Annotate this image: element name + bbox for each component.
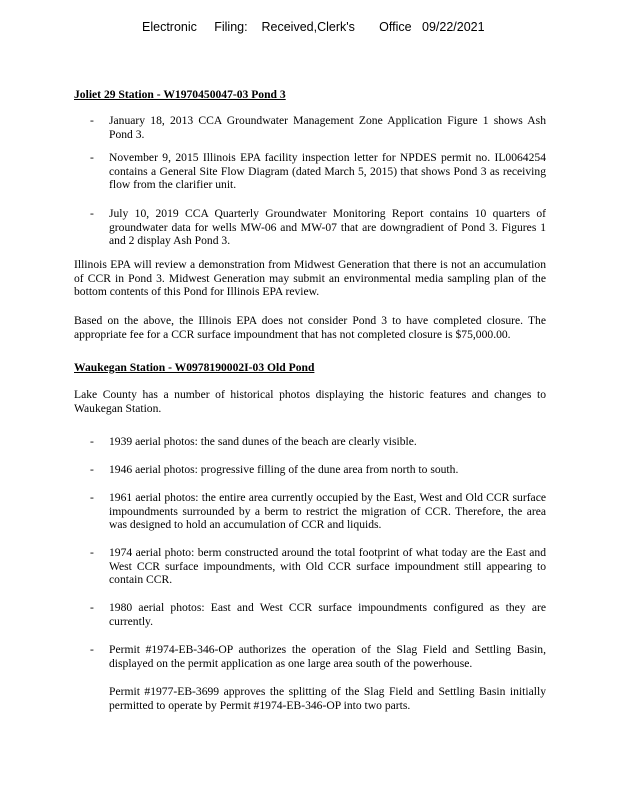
bullet-dash: -: [90, 207, 94, 220]
list-item-text: 1980 aerial photos: East and West CCR surface impoundments configured as they are currently.: [109, 601, 546, 628]
list-item-text: 1939 aerial photos: the sand dunes of the beach are clearly visible.: [109, 435, 417, 448]
list-item: [90, 151, 546, 192]
list-item-text: 1946 aerial photos: progressive filling of the dune area from north to south.: [109, 463, 459, 476]
paragraph: Illinois EPA will review a demonstration from Midwest Generation that there is not an accumulation of CCR in Pond 3. Midwest Generation may submit an environmental media sampling plan of the bottom contents of this Pond for Illinois EPA review.: [74, 258, 546, 299]
list-item: [90, 207, 546, 248]
list-item-text: November 9, 2015 Illinois EPA facility inspection letter for NPDES permit no. IL0064254 contains a General Site Flow Diagram (dated March 5, 2015) that shows Pond 3 as receiving flow from the clarifier unit.: [109, 151, 546, 192]
sub-paragraph: Permit #1977-EB-3699 approves the splitting of the Slag Field and Settling Basin initially permitted to operate by Permit #1974-EB-346-OP into two parts.: [109, 685, 546, 712]
paragraph: Based on the above, the Illinois EPA does not consider Pond 3 to have completed closure. The appropriate fee for a CCR surface impoundment that has not completed closure is $75,000.00.: [74, 314, 546, 341]
list-item: [90, 435, 546, 449]
section-heading-waukegan: Waukegan Station - W0978190002I-03 Old Pond: [74, 361, 315, 374]
list-item-text: Permit #1974-EB-346-OP authorizes the operation of the Slag Field and Settling Basin, displayed on the permit application as one large area south of the powerhouse.: [109, 643, 546, 670]
bullet-dash: -: [90, 643, 94, 656]
bullet-dash: -: [90, 546, 94, 559]
list-item-text: 1961 aerial photos: the entire area currently occupied by the East, West and Old CCR surface impoundments surrounded by a berm to restrict the migration of CCR. Therefore, the area was designed to hold an accumulation of CCR and liquids.: [109, 491, 546, 532]
list-item: [90, 643, 546, 670]
bullet-dash: -: [90, 151, 94, 164]
list-item: [90, 114, 546, 141]
section-heading-joliet: Joliet 29 Station - W1970450047-03 Pond 3: [74, 88, 286, 101]
bullet-dash: -: [90, 491, 94, 504]
list-item: [90, 546, 546, 587]
paragraph: Lake County has a number of historical photos displaying the historic features and changes to Waukegan Station.: [74, 388, 546, 415]
bullet-dash: -: [90, 114, 94, 127]
bullet-dash: -: [90, 463, 94, 476]
list-item: [90, 601, 546, 628]
list-item: [90, 463, 546, 477]
list-item-text: January 18, 2013 CCA Groundwater Management Zone Application Figure 1 shows Ash Pond 3.: [109, 114, 546, 141]
bullet-dash: -: [90, 601, 94, 614]
bullet-dash: -: [90, 435, 94, 448]
list-item: [90, 491, 546, 532]
list-item-text: 1974 aerial photo: berm constructed around the total footprint of what today are the East and West CCR surface impoundments, with Old CCR surface impoundment still appearing to contain CCR.: [109, 546, 546, 587]
filing-stamp-header: Electronic Filing: Received,Clerk's Office 09/22/2021: [142, 20, 485, 34]
list-item-text: July 10, 2019 CCA Quarterly Groundwater Monitoring Report contains 10 quarters of groundwater data for wells MW-06 and MW-07 that are downgradient of Pond 3. Figures 1 and 2 display Ash Pond 3.: [109, 207, 546, 248]
